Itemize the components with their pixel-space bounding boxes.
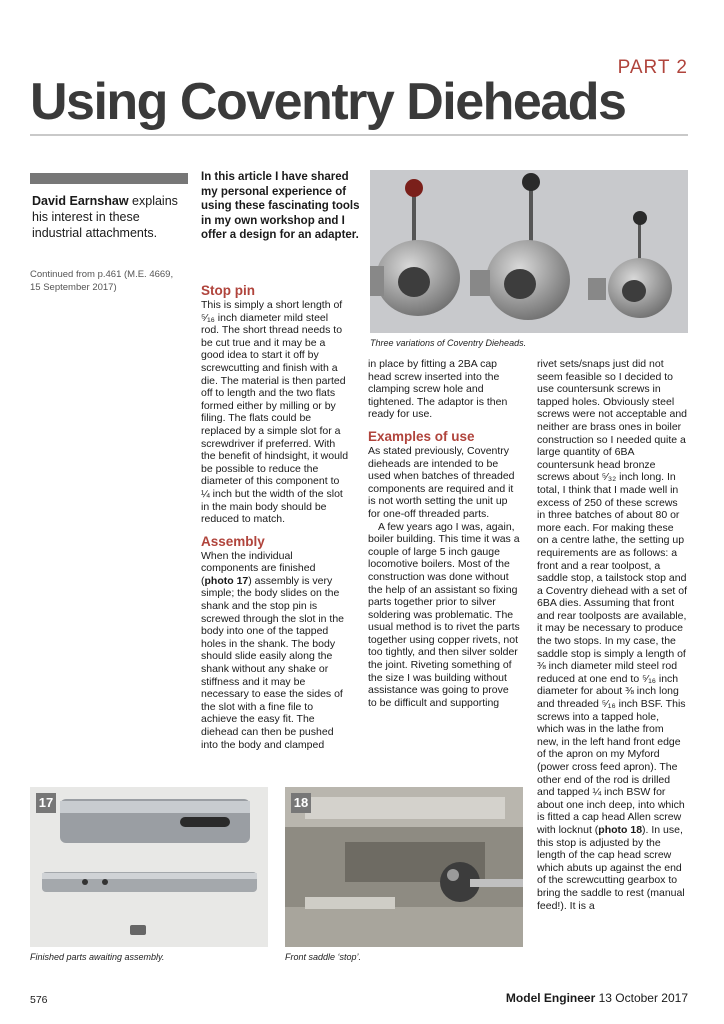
- main-photo-caption: Three variations of Coventry Dieheads.: [370, 338, 527, 348]
- assembly-text-a: When the individual components are finished (: [201, 549, 316, 587]
- photo-18-caption: Front saddle ‘stop’.: [285, 952, 362, 962]
- col3-text-a: rivet sets/snaps just did not seem feasible so I decided to use countersunk screws in tapped holes. Obviously steel screws were not acceptable and neither are brass ones in boiler construction so I needed quite a large quantity of 6BA countersunk head bronze screws about ⁵⁄₃₂ inch long. In total, I think that I made well in excess of 250 of these screws in three batches of about 80 or more each. For making these on a centre lathe, the setting up requirements are as follows: a front and a rear toolpost, a saddle stop, a tailstock stop and a Coventry diehead with a set of 6BA dies. Assuming that front and rear toolposts are available, it may be necessary to produce the two stops. In my case, the saddle stop is simply a length of ⅜ inch diameter mild steel rod reduced at one end to ⁵⁄₁₆ inch diameter for about ⅜ inch long and threaded ⁵⁄₁₆ inch BSF. This screws into a tapped hole, which was in the lathe from new, in the left hand front edge of the apron on my Myford (power cross feed apron). The other end of the rod is drilled and tapped ¼ inch BSW for about one inch deep, into which is fitted a cap head Allen screw with locknut (: [537, 358, 688, 836]
- col2-continuation: in place by fitting a 2BA cap head screw inserted into the clamping screw hole and tightened. The adaptor is then ready for use.: [368, 358, 508, 421]
- photo-17: [30, 787, 268, 947]
- assembly-paragraph: [201, 550, 349, 752]
- magazine-name: Model Engineer: [505, 991, 596, 1005]
- heading-examples-of-use: Examples of use: [368, 428, 475, 444]
- photo-18: [285, 787, 523, 947]
- finished-parts-illustration: [30, 787, 268, 947]
- photo-18-tag: 18: [291, 793, 311, 813]
- issue-date: 13 October 2017: [595, 991, 688, 1005]
- examples-paragraph-1: As stated previously, Coventry dieheads are intended to be used when batches of threaded components are required and it is not worth setting the unit up for one-off threaded parts.: [368, 444, 515, 520]
- continued-note: Continued from p.461 (M.E. 4669, 15 September 2017): [30, 269, 174, 293]
- page-title: Using Coventry Dieheads: [30, 73, 626, 131]
- intro-paragraph: In this article I have shared my personal experience of using these fascinating tools in my own workshop and I offer a design for an adapter.: [201, 171, 360, 242]
- saddle-stop-illustration: [285, 787, 523, 947]
- photo-18-ref: photo 18: [598, 823, 643, 836]
- column-1: [201, 283, 349, 751]
- heading-assembly: Assembly: [201, 533, 265, 549]
- assembly-text-b: ) assembly is very simple; the body slides on the shank and the stop pin is screwed through the slot in the body into one of the tapped holes in the shank. The body should slide easily along the shank without any shake or stiffness and it may be necessary to ease the sides of the slot with a fine file to achieve the easy fit. The diehead can then be pushed into the body and clamped: [201, 574, 345, 751]
- photo-17-tag: 17: [36, 793, 56, 813]
- column-2: [368, 358, 520, 709]
- col3-text-b: ). In use, this stop is adjusted by the length of the cap head screw which abuts up against the end of the screwcutting gearbox to bring the saddle to rest (manual feed!). It is a: [537, 823, 685, 912]
- column-3: [537, 358, 687, 912]
- author-name: David Earnshaw: [32, 194, 129, 208]
- stop-pin-paragraph: This is simply a short length of ⁵⁄₁₆ inch diameter mild steel rod. The short thread needs to be cut true and it may be a good idea to start it off by screwcutting and finish with a die. The material is then parted off to length and the two flats formed either by milling or by filing. The flats could be replaced by a simple slot for a screwdriver if preferred. With the benefit of hindsight, it would be possible to reduce the diameter of this component to ¼ inch but the width of the slot in the main body should be reduced to match.: [201, 299, 349, 526]
- heading-stop-pin: Stop pin: [201, 283, 255, 298]
- col3-paragraph: [537, 358, 687, 912]
- footer-publication: [506, 991, 688, 1005]
- part-label: PART 2: [617, 57, 688, 78]
- author-standfirst: [32, 193, 186, 241]
- examples-paragraph-2: A few years ago I was, again, boiler building. This time it was a couple of large 5 inch gauge locomotive boilers. Most of the construction was done without the help of an assistant so fixing parts together prior to silver soldering was problematic. The usual method is to rivet the parts together using copper rivets, not too tightly, and then silver solder the joint. Riveting something of the size I was building without assistance was going to prove to be difficult and supporting: [368, 520, 520, 709]
- page-number: 576: [30, 994, 48, 1006]
- photo-17-ref: photo 17: [204, 574, 249, 587]
- photo-three-dieheads: [370, 170, 688, 333]
- photo-17-caption: Finished parts awaiting assembly.: [30, 952, 165, 962]
- title-divider: [30, 134, 688, 136]
- author-blurb: explains his interest in these industrial attachments.: [32, 194, 178, 240]
- dieheads-illustration: [370, 170, 688, 333]
